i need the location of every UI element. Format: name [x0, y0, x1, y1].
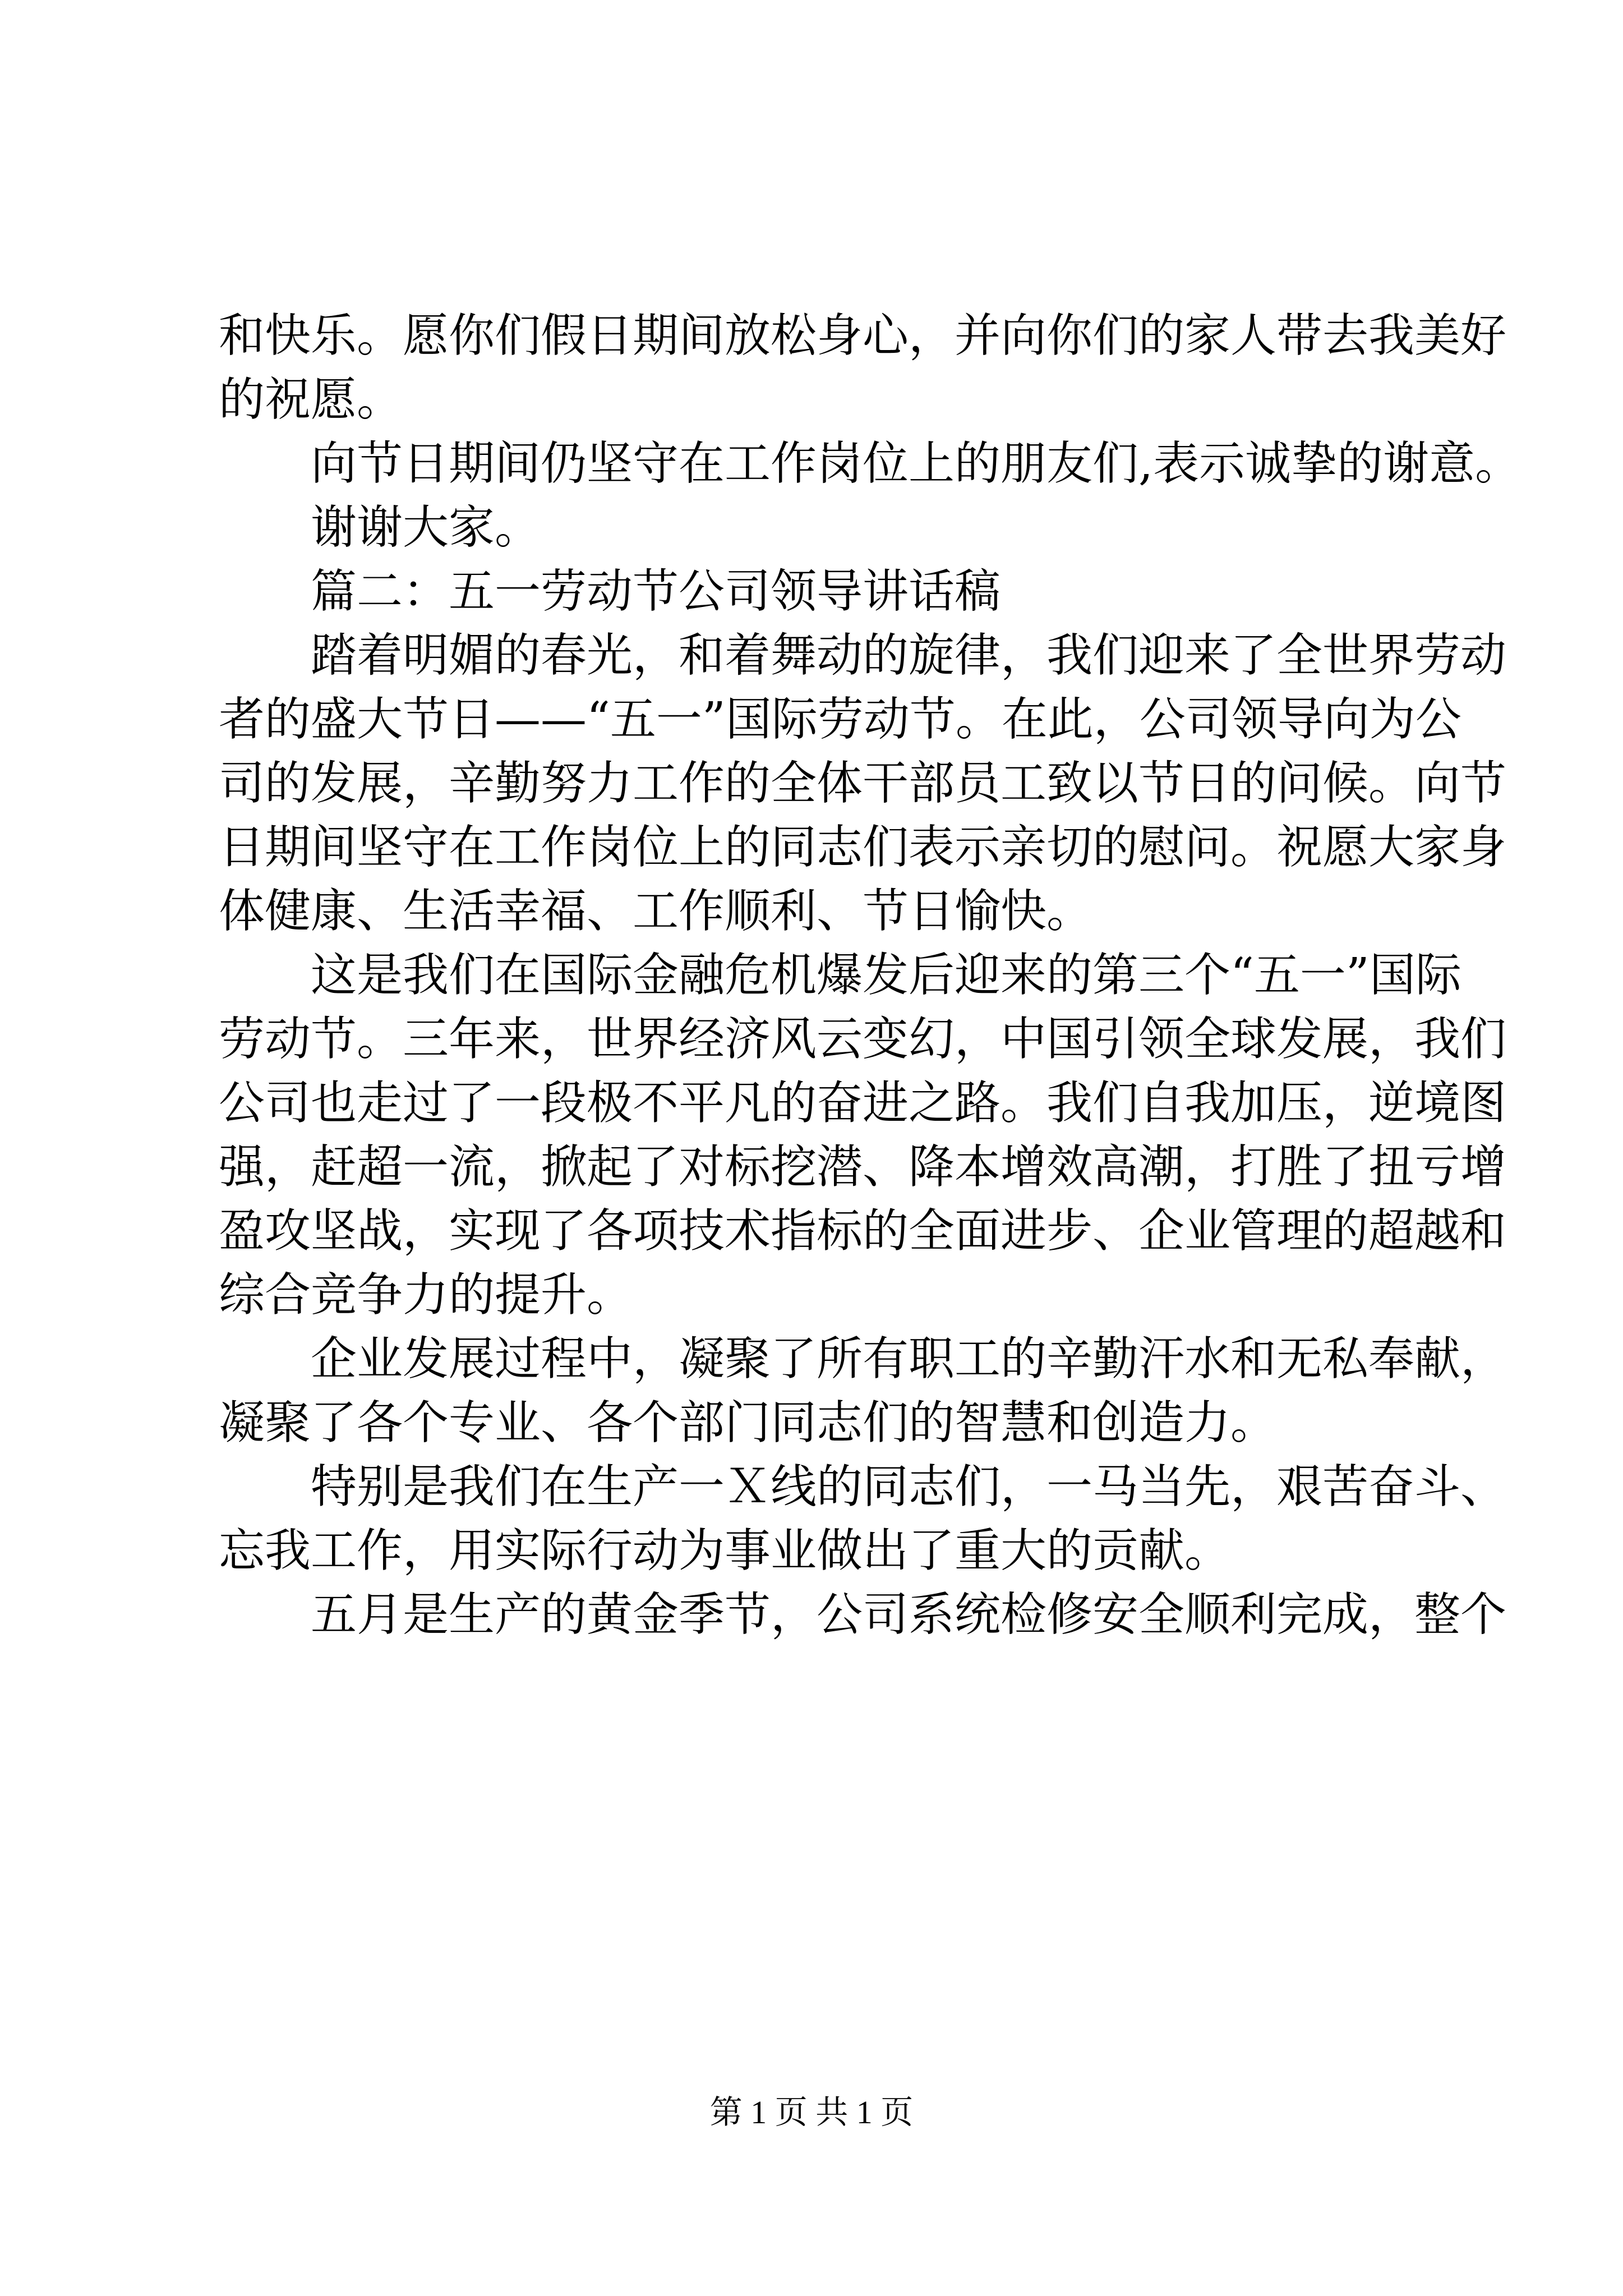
text-line: 盈攻坚战，实现了各项技术指标的全面进步、企业管理的超越和 [219, 1204, 1507, 1258]
text-line: 体健康、生活幸福、工作顺利、节日愉快。 [219, 885, 1093, 938]
text-line: 特别是我们在生产一Ｘ线的同志们，一马当先，艰苦奋斗、 [311, 1460, 1507, 1513]
text-line: 和快乐。愿你们假日期间放松身心，并向你们的家人带去我美好 [219, 309, 1507, 362]
text-line: 忘我工作，用实际行动为事业做出了重大的贡献。 [219, 1524, 1231, 1577]
text-line: 踏着明媚的春光，和着舞动的旋律，我们迎来了全世界劳动 [311, 629, 1507, 682]
document-body [219, 304, 1521, 1647]
text-line: 凝聚了各个专业、各个部门同志们的智慧和创造力。 [219, 1396, 1277, 1450]
text-line: 综合竞争力的提升。 [219, 1268, 633, 1322]
text-line: 这是我们在国际金融危机爆发后迎来的第三个“五一”国际 [311, 949, 1461, 1002]
text-line: 司的发展，辛勤努力工作的全体干部员工致以节日的问候。向节 [219, 757, 1507, 810]
text-line: 强，赶超一流，掀起了对标挖潜、降本增效高潮，打胜了扭亏增 [219, 1140, 1507, 1194]
text-line: 的祝愿。 [219, 373, 403, 426]
text-line: 者的盛大节日——“五一”国际劳动节。在此，公司领导向为公 [219, 693, 1461, 746]
section-heading: 篇二：五一劳动节公司领导讲话稿 [311, 565, 1001, 618]
text-line: 企业发展过程中，凝聚了所有职工的辛勤汗水和无私奉献， [311, 1332, 1507, 1386]
text-line: 日期间坚守在工作岗位上的同志们表示亲切的慰问。祝愿大家身 [219, 821, 1507, 874]
text-line: 谢谢大家。 [311, 501, 541, 554]
page-footer: 第 1 页 共 1 页 [709, 2094, 914, 2131]
text-line: 五月是生产的黄金季节，公司系统检修安全顺利完成，整个 [311, 1588, 1507, 1641]
text-line: 公司也走过了一段极不平凡的奋进之路。我们自我加压，逆境图 [219, 1076, 1507, 1130]
text-line: 劳动节。三年来，世界经济风云变幻，中国引领全球发展，我们 [219, 1013, 1507, 1066]
text-line: 向节日期间仍坚守在工作岗位上的朋友们,表示诚挚的谢意。 [311, 437, 1521, 490]
